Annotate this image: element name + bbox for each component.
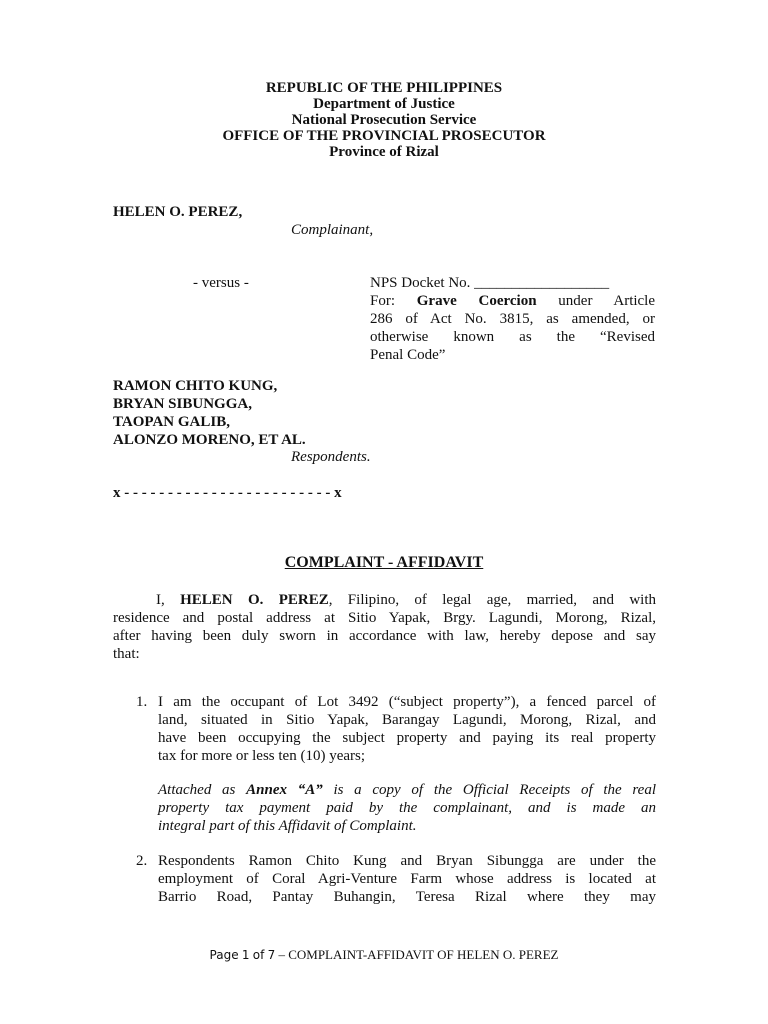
page-footer [0,947,768,963]
charge-name: Grave Coercion [416,293,537,309]
item-1-line-1: I am the occupant of Lot 3492 (“subject property”), a fenced parcel of [158,694,656,710]
respondent-name: RAMON CHITO KUNG, [113,378,278,394]
item-2-line-1: Respondents Ramon Chito Kung and Bryan Sibungga are under the [158,853,656,869]
charge-line-4: Penal Code” [370,347,446,363]
charge-line-2: 286 of Act No. 3815, as amended, or [370,311,655,327]
document-header [0,80,768,160]
footer-page-total: 7 [267,948,276,962]
annex-line-3: integral part of this Affidavit of Complaint. [158,818,417,834]
respondent-name: ALONZO MORENO, ET AL. [113,432,306,448]
docket-number: NPS Docket No. __________________ [370,275,610,291]
item-2-line-3: Barrio Road, Pantay Buhangin, Teresa Rizal where they may [158,889,656,905]
item-number: 2. [136,853,148,869]
header-province: Province of Rizal [329,144,439,160]
annex-line-2: property tax payment paid by the complainant, and is made an [158,800,656,816]
complainant-name: HELEN O. PEREZ, [113,204,243,220]
respondent-name: BRYAN SIBUNGGA, [113,396,252,412]
respondent-name: TAOPAN GALIB, [113,414,230,430]
respondents-role: Respondents. [291,449,371,465]
item-1-line-2: land, situated in Sitio Yapak, Barangay Lagundi, Morong, Rizal, and [158,712,656,728]
caption-separator: x - - - - - - - - - - - - - - - - - - - - - - - - x [113,485,342,501]
header-service: National Prosecution Service [291,112,477,128]
affiant-name: HELEN O. PEREZ [180,592,329,608]
header-department: Department of Justice [313,96,455,112]
document-title: COMPLAINT - AFFIDAVIT [284,554,484,571]
item-2-line-2: employment of Coral Agri-Venture Farm whose address is located at [158,871,656,887]
footer-of-word: of [252,948,265,962]
footer-page-number: 1 [241,948,250,962]
intro-line-3: after having been duly sworn in accordance with law, hereby depose and say [113,628,656,644]
charge-line-1: For: Grave Coercion under Article [370,293,656,309]
intro-line-1: I, HELEN O. PEREZ, Filipino, of legal age, married, and with [156,592,656,608]
header-republic: REPUBLIC OF THE PHILIPPINES [265,80,503,96]
item-1-line-4: tax for more or less ten (10) years; [158,748,366,764]
complainant-role: Complainant, [291,222,374,238]
header-office: OFFICE OF THE PROVINCIAL PROSECUTOR [222,128,546,144]
versus-text: - versus - [193,275,249,291]
footer-page-word: Page [209,948,239,962]
annex-label: Annex “A” [246,782,323,798]
intro-line-4: that: [113,646,140,662]
footer-title: – COMPLAINT-AFFIDAVIT OF HELEN O. PEREZ [278,947,559,962]
charge-line-3: otherwise known as the “Revised [370,329,655,345]
item-number: 1. [136,694,148,710]
intro-line-2: residence and postal address at Sitio Yapak, Brgy. Lagundi, Morong, Rizal, [113,610,656,626]
annex-line-1: Attached as Annex “A” is a copy of the Official Receipts of the real [158,782,657,798]
item-1-line-3: have been occupying the subject property and paying its real property [158,730,656,746]
